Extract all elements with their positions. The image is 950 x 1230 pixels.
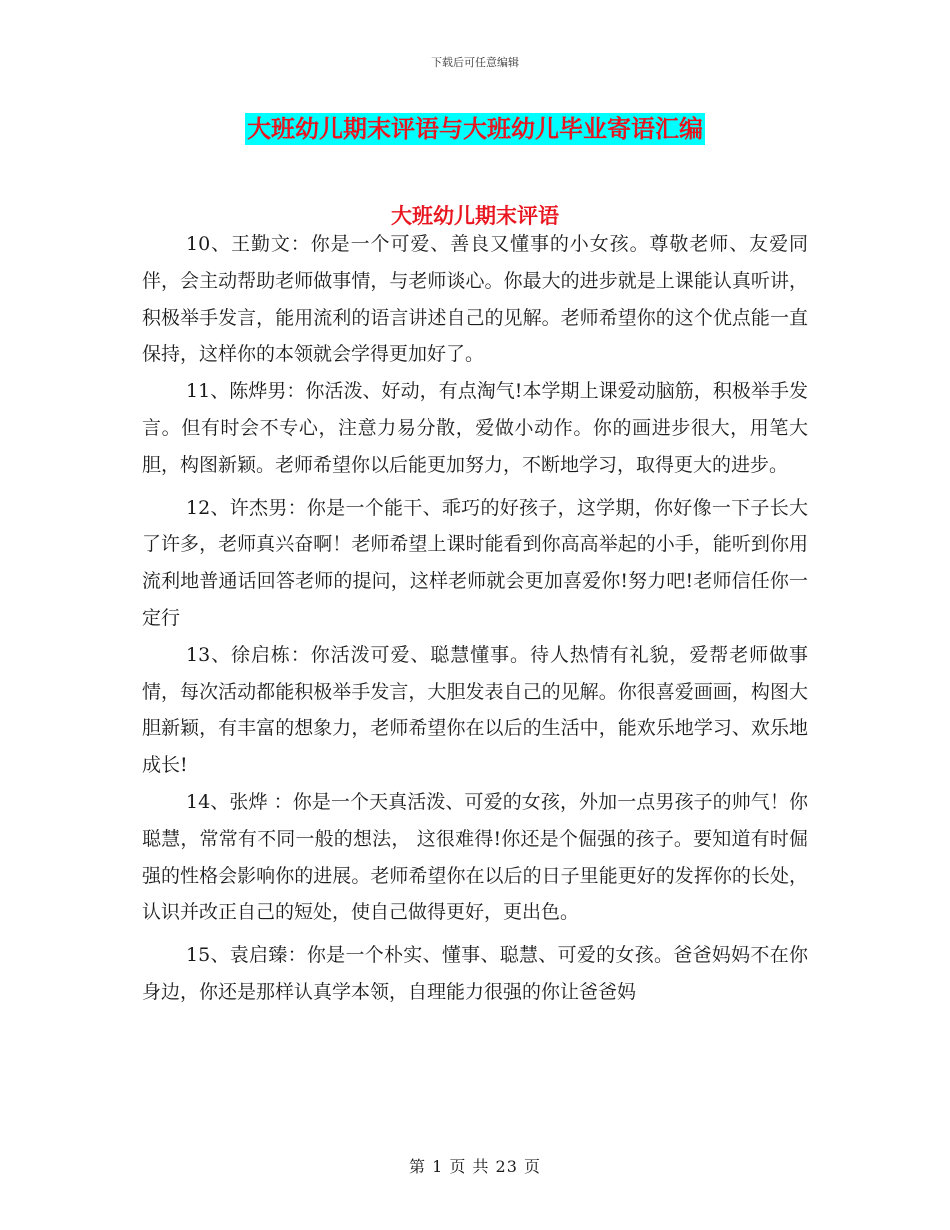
comment-paragraph-14: 14、张烨 ：你是一个天真活泼、可爱的女孩，外加一点男孩子的帅气！你聪慧，常常有不同一般的想法， 这很难得!你还是个倔强的孩子。要知道有时倔强的性格会影响你的进展。老师希望你在以后的日子里能更好的发挥你的长处，认识并改正自己的短处，使自己做得更好，更出色。 — [142, 790, 808, 924]
document-title-wrap — [0, 113, 950, 145]
section-title: 大班幼儿期末评语 — [391, 204, 559, 228]
document-title: 大班幼儿期末评语与大班幼儿毕业寄语汇编 — [247, 115, 703, 143]
comment-paragraph-12: 12、许杰男：你是一个能干、乖巧的好孩子，这学期，你好像一下子长大了许多，老师真兴奋啊！老师希望上课时能看到你高高举起的小手，能听到你用流利地普通话回答老师的提问，这样老师就会更加喜爱你!努力吧!老师信任你一定行 — [142, 496, 808, 629]
comment-paragraph-15: 15、袁启臻：你是一个朴实、懂事、聪慧、可爱的女孩。爸爸妈妈不在你身边，你还是那样认真学本领，自理能力很强的你让爸爸妈 — [142, 944, 808, 1003]
body-content — [142, 226, 808, 1011]
comment-paragraph-13: 13、徐启栋：你活泼可爱、聪慧懂事。待人热情有礼貌，爱帮老师做事情，每次活动都能积极举手发言，大胆发表自己的见解。你很喜爱画画，构图大胆新颖，有丰富的想象力，老师希望你在以后的生活中，能欢乐地学习、欢乐地成长! — [142, 643, 808, 777]
page-footer: 第 1 页 共 23 页 — [409, 1157, 541, 1176]
comment-paragraph-10: 10、王勤文：你是一个可爱、善良又懂事的小女孩。尊敬老师、友爱同伴，会主动帮助老师做事情，与老师谈心。你最大的进步就是上课能认真听讲，积极举手发言，能用流利的语言讲述自己的见解。老师希望你的这个优点能一直保持，这样你的本领就会学得更加好了。 — [142, 233, 808, 366]
comment-paragraph-11: 11、陈烨男：你活泼、好动，有点淘气!本学期上课爱动脑筋，积极举手发言。但有时会不专心，注意力易分散，爱做小动作。你的画进步很大，用笔大胆，构图新颖。老师希望你以后能更加努力，不断地学习，取得更大的进步。 — [142, 380, 808, 476]
header-note: 下载后可任意编辑 — [431, 56, 519, 69]
